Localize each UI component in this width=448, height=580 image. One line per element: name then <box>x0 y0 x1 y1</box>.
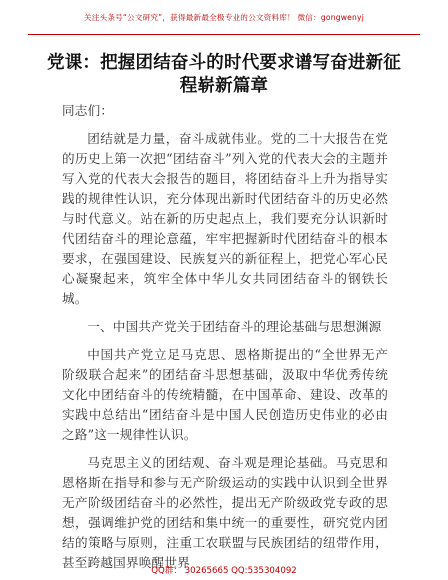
page-header <box>0 0 448 36</box>
page-footer: QQ群： 30265665 QQ:535304092 <box>151 566 297 576</box>
title-line-1: 党课：把握团结奋斗的时代要求谱写奋进新征 <box>47 53 401 73</box>
paragraph: 马克思主义的团结观、奋斗观是理论基础。马克思和恩格斯在指导和参与无产阶级运动的实践中认识到全世界无产阶级团结奋斗的必然性，提出无产阶级政党专政的思想，强调维护党的团结和集中统一的重要性，研究党内团结的策略与原则，注重工农联盟与民族团结的纽带作用，甚至跨越国界唤醒世界 <box>62 455 388 570</box>
header-divider <box>28 34 420 35</box>
paragraph: 中国共产党立足马克思、恩格斯提出的“全世界无产阶级联合起来”的团结奋斗思想基础，汲取中华优秀传统文化中团结奋斗的传统精髓，在中国革命、建设、改革的实践中总结出“团结奋斗是中国人民创造历史伟业的必由之路”这一规律性认识。 <box>62 347 388 442</box>
header-banner-text: 关注头条号“公文研究”，获得最新最全极专业的公文资料库！ 微信：gongwenyj <box>83 13 365 22</box>
section-heading: 一、中国共产党关于团结奋斗的理论基础与思想渊源 <box>87 319 382 334</box>
greeting: 同志们： <box>62 103 114 118</box>
document-title <box>40 52 408 98</box>
document-body <box>62 101 388 573</box>
title-line-2: 程崭新篇章 <box>179 76 269 96</box>
paragraph: 团结就是力量，奋斗成就伟业。党的二十大报告在党的历史上第一次把“团结奋斗”列入党的代表大会的主题并写入党的代表大会报告的题目，将团结奋斗上升为指导实践的规律性认识，充分体现出新时代团结奋斗的历史必然与时代意义。站在新的历史起点上，我们要充分认识新时代团结奋斗的理论意蕴，牢牢把握新时代团结奋斗的根本要求，在强国建设、民族复兴的新征程上，把党心军心民心凝聚起来，筑牢全体中华儿女共同团结奋斗的钢铁长城。 <box>62 131 388 306</box>
